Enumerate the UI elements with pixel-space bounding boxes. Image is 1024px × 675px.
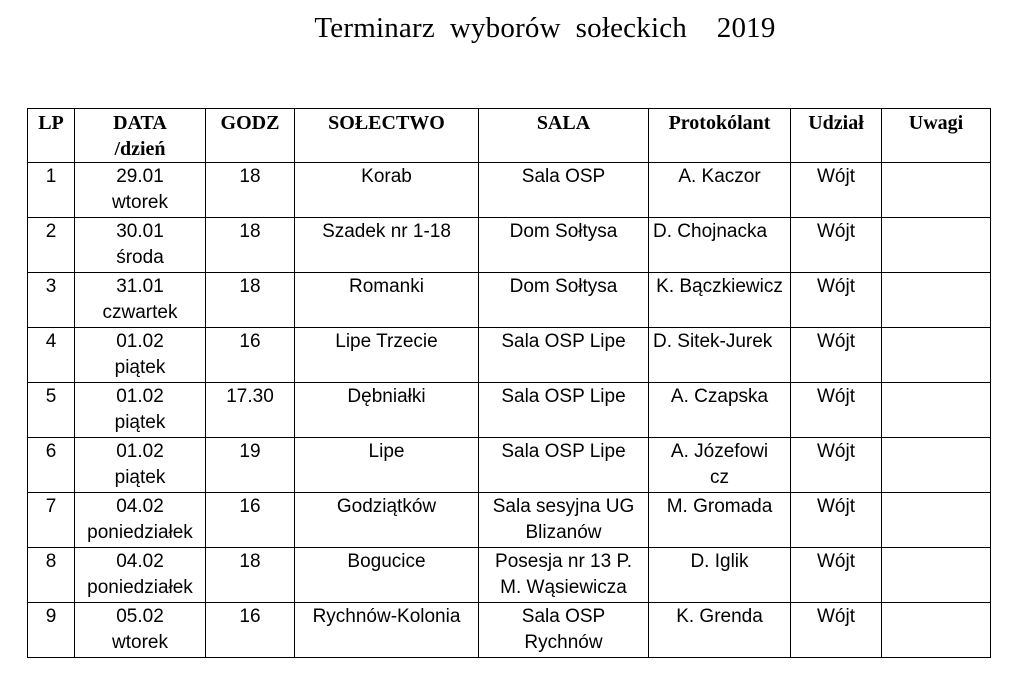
cell-date bbox=[75, 273, 206, 328]
cell-date bbox=[75, 548, 206, 603]
header-solectwo: SOŁECTWO bbox=[295, 109, 479, 163]
cell-date-value: 04.02 bbox=[116, 496, 164, 517]
cell-sala-line1: Sala OSP Lipe bbox=[501, 331, 626, 352]
cell-uwagi bbox=[882, 163, 991, 218]
cell-sala-line1: Dom Sołtysa bbox=[509, 276, 618, 297]
table-row bbox=[28, 273, 991, 328]
cell-lp: 1 bbox=[28, 163, 75, 218]
cell-lp: 2 bbox=[28, 218, 75, 273]
cell-godz: 19 bbox=[206, 438, 295, 493]
header-sala: SALA bbox=[479, 109, 649, 163]
cell-day-name: poniedziałek bbox=[87, 577, 193, 598]
cell-date-value: 30.01 bbox=[116, 221, 164, 242]
cell-godz: 18 bbox=[206, 163, 295, 218]
cell-lp: 3 bbox=[28, 273, 75, 328]
cell-day-name: poniedziałek bbox=[87, 522, 193, 543]
cell-sala-line1: Posesja nr 13 P. bbox=[495, 551, 632, 572]
cell-protokolant-line1: A. Józefowi bbox=[670, 441, 769, 462]
cell-sala-line2: M. Wąsiewicza bbox=[500, 577, 627, 598]
cell-uwagi bbox=[882, 438, 991, 493]
header-data-line2: /dzień bbox=[114, 138, 166, 160]
cell-udzial: Wójt bbox=[791, 328, 882, 383]
cell-sala bbox=[479, 383, 649, 438]
cell-sala-line2: Rychnów bbox=[524, 632, 603, 653]
table-row bbox=[28, 218, 991, 273]
cell-date-value: 01.02 bbox=[116, 331, 164, 352]
election-schedule-table bbox=[27, 108, 991, 658]
cell-sala bbox=[479, 273, 649, 328]
cell-sala bbox=[479, 163, 649, 218]
cell-uwagi bbox=[882, 493, 991, 548]
cell-date bbox=[75, 383, 206, 438]
cell-uwagi bbox=[882, 603, 991, 658]
cell-uwagi bbox=[882, 218, 991, 273]
cell-solectwo: Lipe bbox=[295, 438, 479, 493]
cell-sala-line1: Sala OSP bbox=[521, 606, 606, 627]
cell-protokolant-line2: cz bbox=[710, 467, 729, 488]
cell-godz: 18 bbox=[206, 273, 295, 328]
cell-protokolant-line1: A. Czapska bbox=[670, 386, 769, 407]
header-udzial: Udział bbox=[791, 109, 882, 163]
cell-solectwo: Bogucice bbox=[295, 548, 479, 603]
cell-date bbox=[75, 328, 206, 383]
cell-udzial: Wójt bbox=[791, 493, 882, 548]
cell-sala-line2: Blizanów bbox=[525, 522, 602, 543]
cell-protokolant bbox=[649, 493, 791, 548]
table-row bbox=[28, 603, 991, 658]
cell-date-value: 01.02 bbox=[116, 386, 164, 407]
table-row bbox=[28, 383, 991, 438]
cell-uwagi bbox=[882, 548, 991, 603]
document-title: Terminarz wyborów sołeckich 2019 bbox=[314, 12, 776, 44]
cell-lp: 5 bbox=[28, 383, 75, 438]
cell-udzial: Wójt bbox=[791, 163, 882, 218]
cell-day-name: czwartek bbox=[102, 302, 178, 323]
header-godz: GODZ bbox=[206, 109, 295, 163]
header-lp: LP bbox=[28, 109, 75, 163]
cell-protokolant bbox=[649, 603, 791, 658]
cell-udzial: Wójt bbox=[791, 438, 882, 493]
cell-godz: 16 bbox=[206, 603, 295, 658]
cell-lp: 6 bbox=[28, 438, 75, 493]
cell-lp: 7 bbox=[28, 493, 75, 548]
cell-sala-line1: Sala sesyjna UG bbox=[492, 496, 635, 517]
cell-protokolant bbox=[649, 548, 791, 603]
cell-uwagi bbox=[882, 383, 991, 438]
cell-godz: 17.30 bbox=[206, 383, 295, 438]
cell-solectwo: Rychnów-Kolonia bbox=[295, 603, 479, 658]
cell-protokolant-line1: A. Kaczor bbox=[678, 166, 761, 187]
cell-solectwo: Godziątków bbox=[295, 493, 479, 548]
cell-sala bbox=[479, 328, 649, 383]
cell-lp: 9 bbox=[28, 603, 75, 658]
cell-solectwo: Korab bbox=[295, 163, 479, 218]
cell-date-value: 31.01 bbox=[116, 276, 164, 297]
cell-lp: 8 bbox=[28, 548, 75, 603]
cell-godz: 16 bbox=[206, 328, 295, 383]
cell-protokolant-line1: D. Chojnacka bbox=[653, 221, 768, 242]
cell-protokolant bbox=[649, 273, 791, 328]
cell-udzial: Wójt bbox=[791, 603, 882, 658]
cell-sala bbox=[479, 218, 649, 273]
cell-sala bbox=[479, 548, 649, 603]
cell-solectwo: Lipe Trzecie bbox=[295, 328, 479, 383]
cell-day-name: środa bbox=[116, 247, 164, 268]
cell-sala-line1: Sala OSP bbox=[521, 166, 606, 187]
cell-protokolant-line1: M. Gromada bbox=[666, 496, 773, 517]
cell-protokolant-line1: K. Bączkiewicz bbox=[656, 276, 783, 297]
cell-day-name: piątek bbox=[114, 467, 166, 488]
cell-day-name: wtorek bbox=[112, 192, 168, 213]
cell-day-name: wtorek bbox=[112, 632, 168, 653]
cell-solectwo: Romanki bbox=[295, 273, 479, 328]
cell-solectwo: Szadek nr 1-18 bbox=[295, 218, 479, 273]
cell-godz: 16 bbox=[206, 493, 295, 548]
cell-protokolant bbox=[649, 438, 791, 493]
cell-date bbox=[75, 493, 206, 548]
cell-udzial: Wójt bbox=[791, 548, 882, 603]
cell-protokolant bbox=[649, 218, 791, 273]
cell-uwagi bbox=[882, 273, 991, 328]
cell-date-value: 01.02 bbox=[116, 441, 164, 462]
cell-sala-line1: Sala OSP Lipe bbox=[501, 386, 626, 407]
cell-sala bbox=[479, 438, 649, 493]
table-row bbox=[28, 438, 991, 493]
table-row bbox=[28, 493, 991, 548]
cell-protokolant-line1: D. Iglik bbox=[690, 551, 749, 572]
cell-date-value: 05.02 bbox=[116, 606, 164, 627]
table-row bbox=[28, 328, 991, 383]
cell-uwagi bbox=[882, 328, 991, 383]
table-body bbox=[28, 163, 991, 658]
cell-godz: 18 bbox=[206, 548, 295, 603]
cell-sala bbox=[479, 493, 649, 548]
cell-date bbox=[75, 218, 206, 273]
table-row bbox=[28, 163, 991, 218]
cell-date bbox=[75, 438, 206, 493]
header-protokolant: Protokólant bbox=[649, 109, 791, 163]
cell-protokolant bbox=[649, 383, 791, 438]
cell-protokolant-line1: K. Grenda bbox=[676, 606, 763, 627]
table-header-row bbox=[28, 109, 991, 163]
cell-udzial: Wójt bbox=[791, 383, 882, 438]
cell-udzial: Wójt bbox=[791, 218, 882, 273]
cell-date-value: 04.02 bbox=[116, 551, 164, 572]
cell-day-name: piątek bbox=[114, 357, 166, 378]
cell-solectwo: Dębniałki bbox=[295, 383, 479, 438]
cell-day-name: piątek bbox=[114, 412, 166, 433]
table-row bbox=[28, 548, 991, 603]
header-uwagi: Uwagi bbox=[882, 109, 991, 163]
cell-sala-line1: Dom Sołtysa bbox=[509, 221, 618, 242]
cell-lp: 4 bbox=[28, 328, 75, 383]
cell-protokolant bbox=[649, 163, 791, 218]
cell-date bbox=[75, 163, 206, 218]
cell-date bbox=[75, 603, 206, 658]
cell-protokolant bbox=[649, 328, 791, 383]
cell-date-value: 29.01 bbox=[116, 166, 164, 187]
header-data bbox=[75, 109, 206, 163]
cell-sala bbox=[479, 603, 649, 658]
header-data-line1: DATA bbox=[113, 112, 167, 134]
cell-sala-line1: Sala OSP Lipe bbox=[501, 441, 626, 462]
cell-udzial: Wójt bbox=[791, 273, 882, 328]
cell-godz: 18 bbox=[206, 218, 295, 273]
cell-protokolant-line1: D. Sitek-Jurek bbox=[653, 331, 773, 352]
